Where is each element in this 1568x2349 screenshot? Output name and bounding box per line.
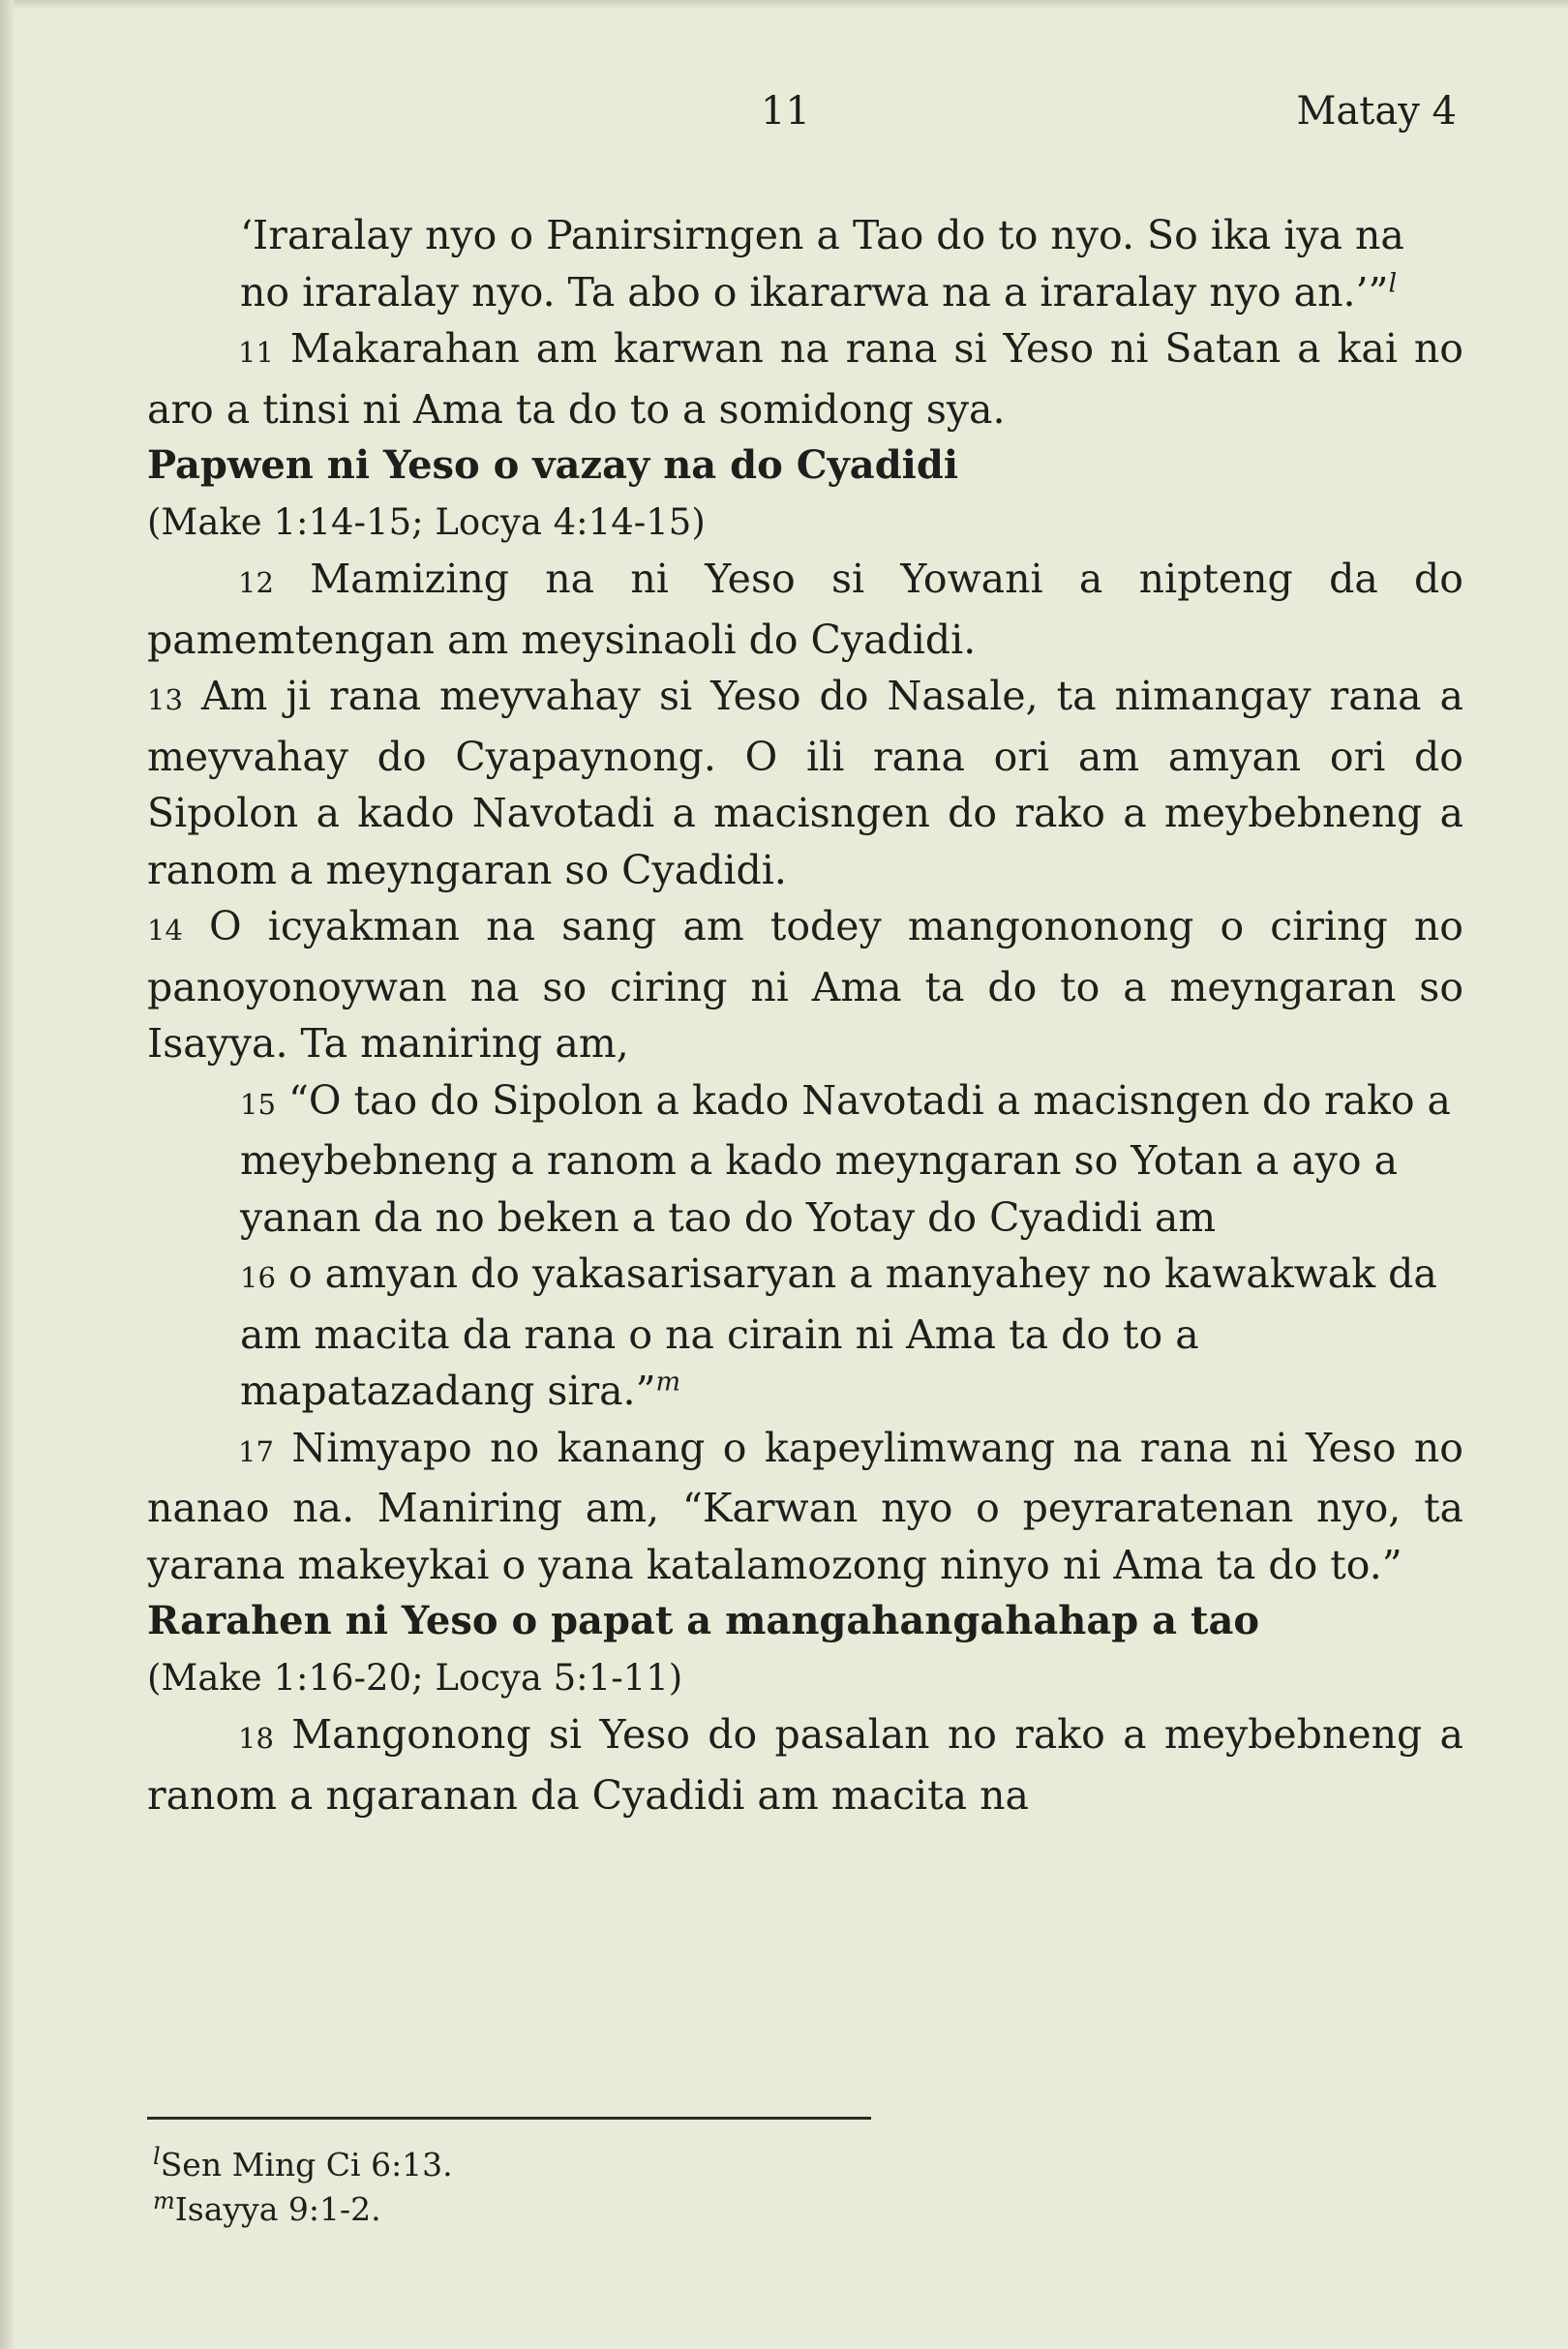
book-chapter-label: Matay 4 (1296, 89, 1457, 134)
footnote-text: Sen Ming Ci 6:13. (160, 2146, 453, 2183)
verse-16 (240, 1246, 1463, 1420)
footnote-ref-m: m (655, 1367, 681, 1398)
section-cross-reference: (Make 1:16-20; Locya 5:1-11) (147, 1656, 683, 1699)
verse-number: 12 (238, 566, 274, 599)
section-heading: Papwen ni Yeso o vazay na do Cyadidi (147, 442, 959, 488)
page-top-edge (0, 0, 1568, 10)
verse-text: Makarahan am karwan na rana si Yeso ni Satan a kai no aro a tinsi ni Ama ta do to a somidong sya. (147, 325, 1463, 433)
verse-15 (240, 1072, 1463, 1247)
verse-text: O icyakman na sang am todey mangononong o ciring no panoyonoywan na so ciring ni Ama ta do to a meyngaran so Isayya. Ta maniring am, (147, 903, 1463, 1067)
footnotes (153, 2143, 453, 2232)
verse-text: Mamizing na ni Yeso si Yowani a nipteng da do pamemtengan am meysinaoli do Cyadidi. (147, 556, 1463, 663)
verse-text: ‘Iraralay nyo o Panirsirngen a Tao do to nyo. So ika iya na no iraralay nyo. Ta abo o ikararwa na a iraralay nyo an.’” (240, 212, 1404, 316)
verse-14 (147, 898, 1463, 1072)
verse-11 (147, 320, 1463, 437)
verse-text: Mangonong si Yeso do pasalan no rako a meybebneng a ranom a ngaranan da Cyadidi am macita na (147, 1711, 1463, 1819)
scripture-body (147, 207, 1463, 1823)
footnote-marker: m (153, 2187, 175, 2214)
running-header (0, 89, 1568, 147)
footnote-ref-l: l (1388, 267, 1398, 298)
section-heading: Rarahen ni Yeso o papat a mangahangahahap a tao (147, 1598, 1260, 1643)
verse-number: 14 (147, 914, 183, 947)
verse-text: Am ji rana meyvahay si Yeso do Nasale, ta nimangay rana a meyvahay do Cyapaynong. O ili rana ori am amyan ori do Sipolon a kado Navotadi a macisngen do rako a meybebneng a ranom a meyngaran so Cyadidi. (147, 673, 1463, 893)
verse-text: Nimyapo no kanang o kapeylimwang na rana ni Yeso no nanao na. Maniring am, “Karwan nyo o peyraratenan nyo, ta yarana makeykai o yana katalamozong ninyo ni Ama ta do to.” (147, 1424, 1463, 1588)
verse-number: 18 (238, 1722, 274, 1755)
footnote-marker: l (153, 2143, 161, 2170)
verse-18 (147, 1706, 1463, 1823)
page-gutter-edge (0, 0, 14, 2349)
footnote-text: Isayya 9:1-2. (174, 2190, 381, 2228)
verse-number: 13 (147, 683, 183, 716)
verse-text: o amyan do yakasarisaryan a manyahey no kawakwak da am macita da rana o na cirain ni Ama ta do to a mapatazadang sira.” (240, 1250, 1437, 1414)
footnote-m (153, 2187, 453, 2232)
verse-number: 17 (238, 1434, 274, 1468)
verse-number: 16 (240, 1261, 276, 1294)
verse-number: 15 (240, 1087, 276, 1121)
verse-17 (147, 1420, 1463, 1594)
verse-13 (147, 668, 1463, 898)
verse-number: 11 (238, 336, 274, 369)
footnote-divider (147, 2117, 871, 2120)
verse-12 (147, 551, 1463, 668)
section-cross-reference: (Make 1:14-15; Locya 4:14-15) (147, 500, 706, 543)
page-number: 11 (761, 89, 810, 134)
verse-text: “O tao do Sipolon a kado Navotadi a macisngen do rako a meybebneng a ranom a kado meyngaran so Yotan a ayo a yanan da no beken a tao do Yotay do Cyadidi am (240, 1076, 1452, 1241)
footnote-l (153, 2143, 453, 2187)
verse-10-continuation (240, 207, 1463, 320)
